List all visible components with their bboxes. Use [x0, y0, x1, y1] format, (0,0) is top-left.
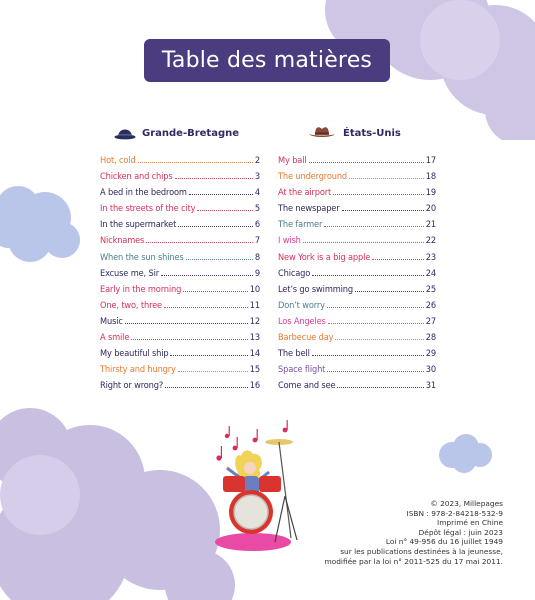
legal-line: sur les publications destinées à la jeunesse,	[340, 546, 503, 556]
toc-item[interactable]: A smile 13	[100, 332, 260, 344]
toc-section-etats-unis	[278, 123, 436, 396]
floor-splash	[215, 533, 291, 551]
drummer-girl-illustration	[205, 418, 315, 558]
toc-item[interactable]: Right or wrong? 16	[100, 380, 260, 392]
toc-item[interactable]: The underground 18	[278, 171, 436, 183]
toc-item[interactable]: Nicknames 7	[100, 235, 260, 247]
toc-item[interactable]: Thirsty and hungry 15	[100, 364, 260, 376]
tom-drum-left	[223, 476, 245, 492]
legal-notice	[324, 499, 503, 566]
toc-item[interactable]: Early in the morning 10	[100, 283, 260, 295]
legal-line: Imprimé en Chine	[437, 518, 503, 528]
cloud-decoration-bottom-left	[0, 400, 235, 600]
toc-item[interactable]: Chicken and chips 3	[100, 171, 260, 183]
toc-item[interactable]: The newspaper 20	[278, 203, 436, 215]
legal-line: Loi n° 49-956 du 16 juillet 1949	[385, 537, 503, 547]
toc-item[interactable]: Hot, cold 2	[100, 155, 260, 166]
toc-item[interactable]: Space flight 30	[278, 364, 436, 376]
legal-line: © 2023, Millepages	[430, 499, 503, 508]
toc-item[interactable]: Let’s go swimming 25	[278, 283, 436, 295]
tom-drum-right	[259, 476, 281, 492]
toc-item[interactable]: My beautiful ship 14	[100, 348, 260, 360]
toc-item[interactable]: My ball 17	[278, 155, 436, 166]
section-heading	[100, 123, 260, 149]
legal-line: ISBN : 978-2-84218-532-9	[406, 508, 503, 518]
toc-item[interactable]: Chicago 24	[278, 267, 436, 279]
section-heading-label: États-Unis	[343, 128, 401, 139]
section-heading-label: Grande-Bretagne	[142, 128, 240, 139]
toc-item[interactable]: Music 12	[100, 315, 260, 327]
toc-list	[278, 155, 436, 396]
toc-item[interactable]: Barbecue day 28	[278, 332, 436, 344]
toc-item[interactable]: I wish 22	[278, 235, 436, 247]
cowboy-hat-icon	[308, 124, 336, 140]
toc-item[interactable]: One, two, three 11	[100, 299, 260, 311]
section-heading	[278, 123, 436, 149]
toc-item[interactable]: New York is a big apple 23	[278, 251, 436, 263]
toc-list	[100, 155, 260, 396]
toc-item[interactable]: Los Angeles 27	[278, 315, 436, 327]
toc-item[interactable]: The bell 29	[278, 348, 436, 360]
toc-item[interactable]: Don’t worry 26	[278, 299, 436, 311]
toc-section-grande-bretagne	[100, 123, 260, 396]
legal-line: modifiée par la loi n° 2011-525 du 17 mai 2011.	[324, 556, 503, 566]
toc-item[interactable]: Come and see 31	[278, 380, 436, 392]
cloud-decoration-left	[0, 178, 85, 268]
toc-item[interactable]: The farmer 21	[278, 219, 436, 231]
toc-item[interactable]: When the sun shines 8	[100, 251, 260, 263]
toc-item[interactable]: In the supermarket 6	[100, 219, 260, 231]
page-title: Table des matières	[144, 39, 390, 82]
toc-item[interactable]: At the airport 19	[278, 187, 436, 199]
cloud-decoration-right-small	[434, 431, 496, 475]
legal-line: Dépôt légal : juin 2023	[418, 527, 503, 537]
toc-item[interactable]: Excuse me, Sir 9	[100, 267, 260, 279]
bowler-hat-icon	[114, 124, 136, 140]
toc-item[interactable]: In the streets of the city 5	[100, 203, 260, 215]
toc-item[interactable]: A bed in the bedroom 4	[100, 187, 260, 199]
